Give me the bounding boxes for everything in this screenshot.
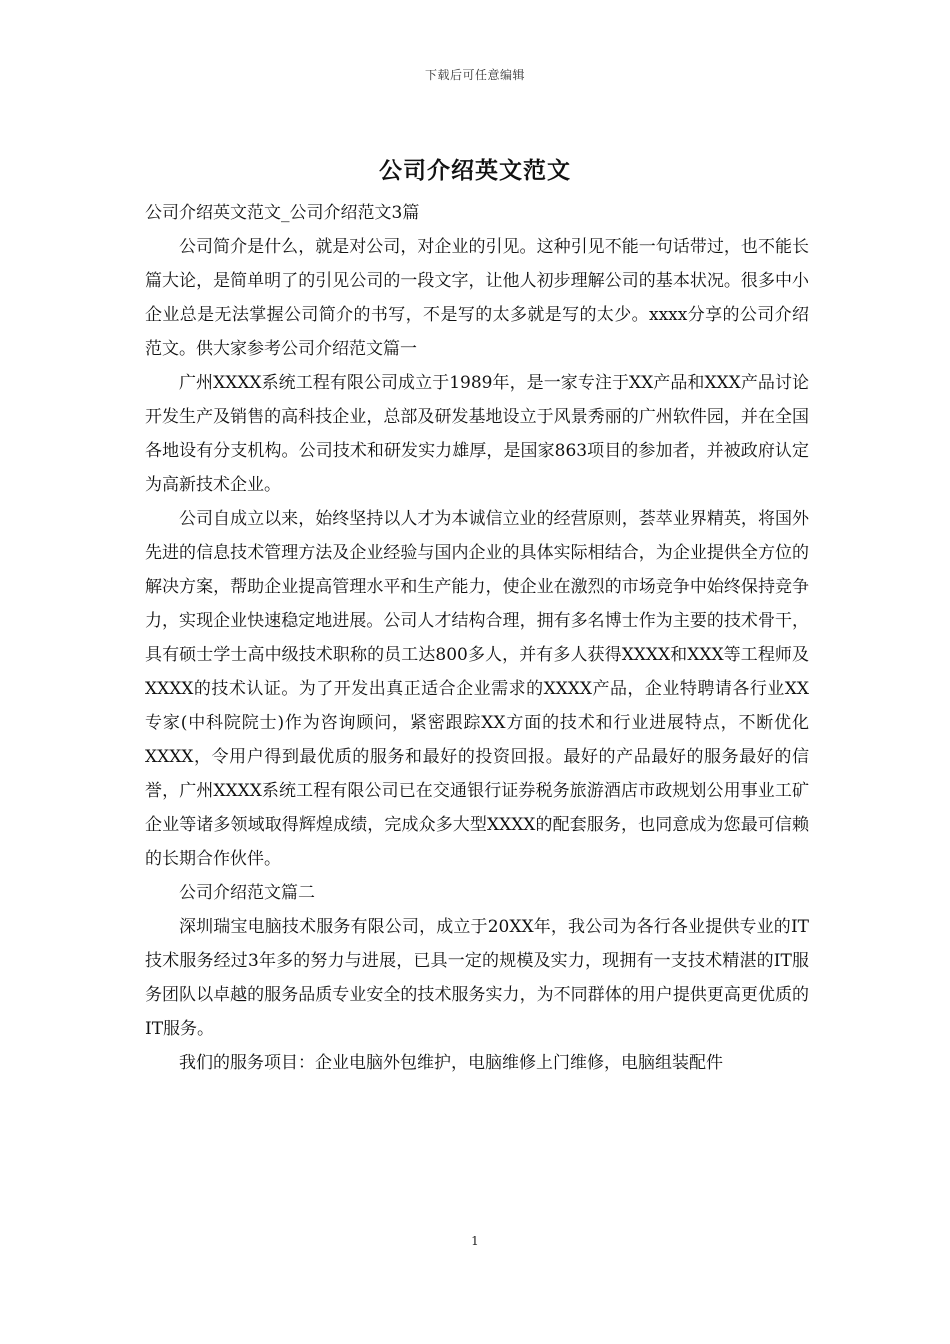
document-title: 公司介绍英文范文 bbox=[379, 158, 571, 184]
document-subtitle: 公司介绍英文范文_公司介绍范文3篇 bbox=[145, 203, 420, 223]
paragraph-services: 我们的服务项目：企业电脑外包维护，电脑维修上门维修，电脑组装配件 bbox=[179, 1053, 723, 1073]
page-header: 下载后可任意编辑 bbox=[424, 68, 525, 82]
paragraph-intro: 公司简介是什么，就是对公司，对企业的引见。这种引见不能一句话带过，也不能长篇大论，是简单明了的引见公司的一段文字，让他人初步理解公司的基本状况。很多中小企业总是无法掌握公司简介的书写，不是写的太多就是写的太少。xxxx分享的公司介绍范文。供大家参考公司介绍范文篇一 bbox=[145, 237, 809, 359]
paragraph-company-two-overview: 深圳瑞宝电脑技术服务有限公司，成立于20XX年，我公司为各行各业提供专业的IT技术服务经过3年多的努力与进展，已具一定的规模及实力，现拥有一支技术精湛的IT服务团队以卓越的服务品质专业安全的技术服务实力，为不同群体的用户提供更高更优质的IT服务。 bbox=[145, 917, 809, 1039]
paragraph-company-one-overview: 广州XXXX系统工程有限公司成立于1989年，是一家专注于XX产品和XXX产品讨论开发生产及销售的高科技企业，总部及研发基地设立于风景秀丽的广州软件园，并在全国各地设有分支机构。公司技术和研发实力雄厚，是国家863项目的参加者，并被政府认定为高新技术企业。 bbox=[145, 373, 809, 495]
paragraph-company-one-details: 公司自成立以来，始终坚持以人才为本诚信立业的经营原则，荟萃业界精英，将国外先进的信息技术管理方法及企业经验与国内企业的具体实际相结合，为企业提供全方位的解决方案，帮助企业提高管理水平和生产能力，使企业在激烈的市场竞争中始终保持竞争力，实现企业快速稳定地进展。公司人才结构合理，拥有多名博士作为主要的技术骨干，具有硕士学士高中级技术职称的员工达800多人，并有多人获得XXXX和XXX等工程师及XXXX的技术认证。为了开发出真正适合企业需求的XXXX产品，企业特聘请各行业XX专家(中科院院士)作为咨询顾问，紧密跟踪XX方面的技术和行业进展特点，不断优化XXXX，令用户得到最优质的服务和最好的投资回报。最好的产品最好的服务最好的信誉，广州XXXX系统工程有限公司已在交通银行证券税务旅游酒店市政规划公用事业工矿企业等诸多领域取得辉煌成绩，完成众多大型XXXX的配套服务，也同意成为您最可信赖的长期合作伙伴。 bbox=[145, 509, 809, 869]
section-heading-two: 公司介绍范文篇二 bbox=[179, 883, 315, 903]
page-number: 1 bbox=[471, 1234, 479, 1248]
document-body bbox=[145, 196, 809, 1080]
